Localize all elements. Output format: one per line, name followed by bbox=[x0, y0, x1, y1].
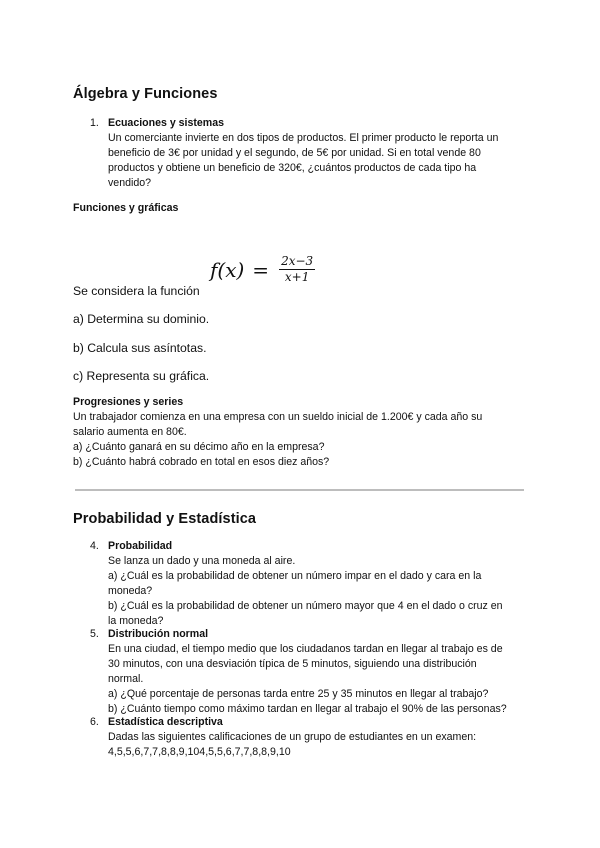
item-number: 1. bbox=[90, 117, 99, 129]
formula-fraction bbox=[279, 255, 315, 284]
block-progresiones bbox=[73, 395, 533, 470]
item-line: a) ¿Qué porcentaje de personas tarda entre 25 y 35 minutos en llegar al trabajo? bbox=[108, 688, 489, 700]
question-a: a) Determina su dominio. bbox=[73, 312, 210, 326]
item-line: productos y obtiene un beneficio de 320€, ¿cuántos productos de cada tipo ha bbox=[108, 162, 477, 174]
item-distribucion-normal bbox=[108, 627, 548, 717]
formula-equals: = bbox=[252, 257, 270, 282]
formula-numerator: 2x−3 bbox=[281, 254, 314, 268]
question-c: c) Representa su gráfica. bbox=[73, 369, 210, 383]
function-intro: Se considera la función bbox=[73, 284, 200, 298]
section-title-probabilidad: Probabilidad y Estadística bbox=[73, 511, 257, 527]
item-line: moneda? bbox=[108, 585, 153, 597]
item-title: Ecuaciones y sistemas bbox=[108, 117, 225, 129]
item-title: Distribución normal bbox=[108, 628, 209, 640]
item-estadistica-descriptiva bbox=[108, 715, 538, 760]
item-line: b) ¿Cuál es la probabilidad de obtener un número mayor que 4 en el dado o cruz en bbox=[108, 600, 503, 612]
item-line: beneficio de 3€ por unidad y el segundo, de 5€ por unidad. Si en total vende 80 bbox=[108, 147, 481, 159]
item-title: Estadística descriptiva bbox=[108, 716, 223, 728]
subsection-title-funciones: Funciones y gráficas bbox=[73, 202, 179, 214]
formula-lhs: f(x) bbox=[210, 257, 245, 282]
paragraph-line: b) ¿Cuánto habrá cobrado en total en esos diez años? bbox=[73, 456, 330, 468]
item-ecuaciones bbox=[108, 116, 538, 191]
item-line: Se lanza un dado y una moneda al aire. bbox=[108, 555, 296, 567]
paragraph-line: a) ¿Cuánto ganará en su décimo año en la empresa? bbox=[73, 441, 325, 453]
item-line: b) ¿Cuánto tiempo como máximo tardan en llegar al trabajo el 90% de las personas? bbox=[108, 703, 507, 715]
item-number: 6. bbox=[90, 716, 99, 728]
item-line: Dadas las siguientes calificaciones de un grupo de estudiantes en un examen: bbox=[108, 731, 477, 743]
section-divider bbox=[75, 489, 524, 491]
item-line: Un comerciante invierte en dos tipos de productos. El primer producto le reporta un bbox=[108, 132, 499, 144]
item-line: 30 minutos, con una desviación típica de 5 minutos, siguiendo una distribución bbox=[108, 658, 477, 670]
function-formula bbox=[210, 255, 315, 284]
item-number: 4. bbox=[90, 540, 99, 552]
item-line: la moneda? bbox=[108, 615, 164, 627]
item-line: 4,5,5,6,7,7,8,8,9,104,5,5,6,7,7,8,8,9,10 bbox=[108, 746, 291, 758]
formula-denominator: x+1 bbox=[284, 270, 310, 284]
section-title-algebra: Álgebra y Funciones bbox=[73, 86, 218, 102]
item-line: vendido? bbox=[108, 177, 152, 189]
item-line: En una ciudad, el tiempo medio que los ciudadanos tardan en llegar al trabajo es de bbox=[108, 643, 503, 655]
item-number: 5. bbox=[90, 628, 99, 640]
subsection-title-progresiones: Progresiones y series bbox=[73, 396, 184, 408]
item-line: normal. bbox=[108, 673, 144, 685]
item-probabilidad bbox=[108, 539, 538, 629]
paragraph-line: salario aumenta en 80€. bbox=[73, 426, 187, 438]
item-title: Probabilidad bbox=[108, 540, 173, 552]
item-line: a) ¿Cuál es la probabilidad de obtener un número impar en el dado y cara en la bbox=[108, 570, 482, 582]
paragraph-line: Un trabajador comienza en una empresa con un sueldo inicial de 1.200€ y cada año su bbox=[73, 411, 483, 423]
question-b: b) Calcula sus asíntotas. bbox=[73, 341, 207, 355]
